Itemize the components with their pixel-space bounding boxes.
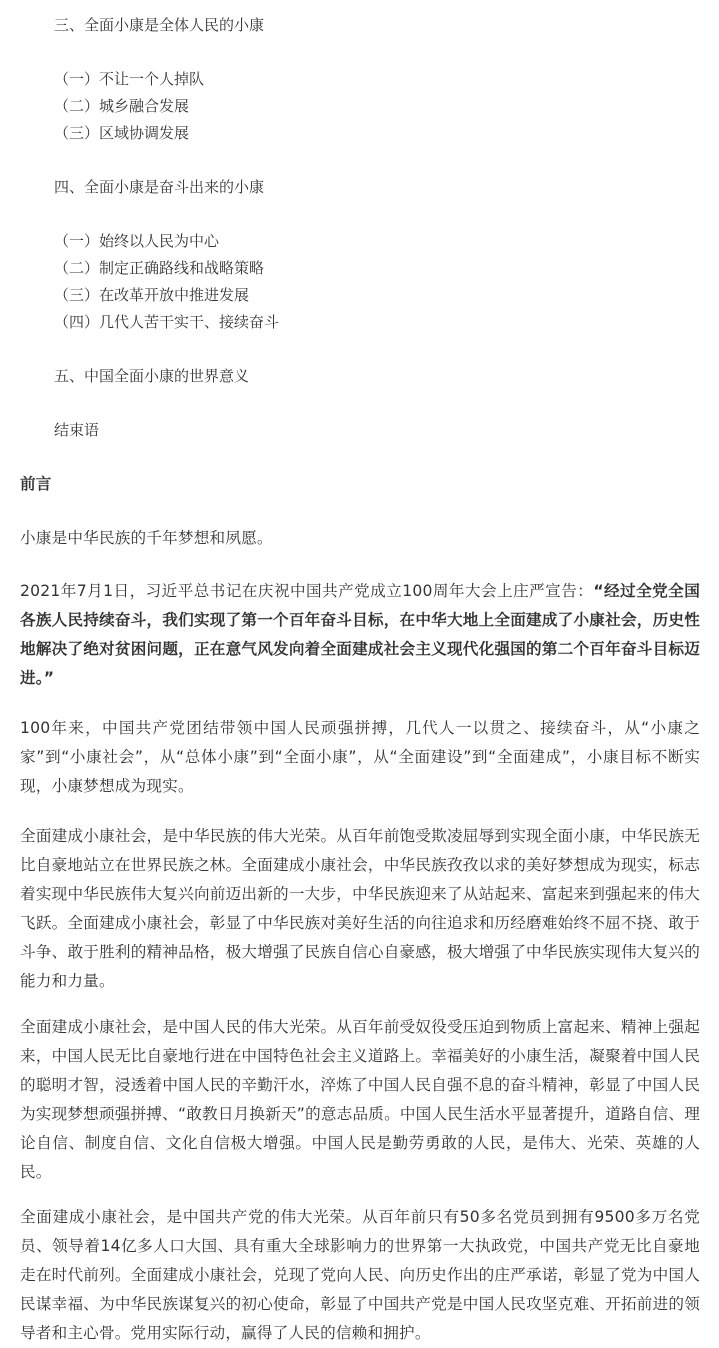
toc-item: （二）城乡融合发展 [54, 97, 190, 115]
toc-section-3: 三、全面小康是全体人民的小康 [54, 16, 265, 34]
paragraph: 全面建成小康社会，是中华民族的伟大光荣。从百年前饱受欺凌屈辱到实现全面小康，中华民族无比自豪地站立在世界民族之林。全面建成小康社会，中华民族孜孜以求的美好梦想成为现实，标志着实现中华民族伟大复兴向前迈出新的一大步，中华民族迎来了从站起来、富起来到强起来的伟大飞跃。全面建成小康社会，彰显了中华民族对美好生活的向往追求和历经磨难始终不屈不挠、敢于斗争、敢于胜利的精神品格，极大增强了民族自信心自豪感，极大增强了中华民族实现伟大复兴的能力和力量。 [20, 827, 700, 990]
paragraph-intro: 2021年7月1日，习近平总书记在庆祝中国共产党成立100周年大会上庄严宣告： [20, 582, 594, 600]
paragraph: 全面建成小康社会，是中国共产党的伟大光荣。从百年前只有50多名党员到拥有9500多万名党员、领导着14亿多人口大国、具有重大全球影响力的世界第一大执政党，中国共产党无比自豪地走在时代前列。全面建成小康社会，兑现了党向人民、向历史作出的庄严承诺，彰显了党为中国人民谋幸福、为中华民族谋复兴的初心使命，彰显了中国共产党是中国人民攻坚克难、开拓前进的领导者和主心骨。党用实际行动，赢得了人民的信赖和拥护。 [20, 1208, 700, 1342]
toc-item: （一）始终以人民为中心 [54, 232, 220, 250]
toc-item: （一）不让一个人掉队 [54, 70, 205, 88]
toc-item: （四）几代人苦干实干、接续奋斗 [54, 313, 280, 331]
toc-section-4: 四、全面小康是奋斗出来的小康 [54, 178, 265, 196]
toc-section-5: 五、中国全面小康的世界意义 [54, 367, 250, 385]
paragraph: 全面建成小康社会，是中国人民的伟大光荣。从百年前受奴役受压迫到物质上富起来、精神上强起来，中国人民无比自豪地行进在中国特色社会主义道路上。幸福美好的小康生活，凝聚着中国人民的聪明才智，浸透着中国人民的辛勤汗水，淬炼了中国人民自强不息的奋斗精神，彰显了中国人民为实现梦想顽强拼搏、“敢教日月换新天”的意志品质。中国人民生活水平显著提升，道路自信、理论自信、制度自信、文化自信极大增强。中国人民是勤劳勇敢的人民，是伟大、光荣、英雄的人民。 [20, 1018, 700, 1181]
toc-conclusion: 结束语 [54, 421, 100, 439]
bold-quote: “经过全党全国各族人民持续奋斗，我们实现了第一个百年奋斗目标，在中华大地上全面建成了小康社会，历史性地解决了绝对贫困问题，正在意气风发向着全面建成社会主义现代化强国的第二个百年奋斗目标迈进。” [20, 582, 701, 687]
preface-heading: 前言 [20, 475, 52, 493]
toc-item: （二）制定正确路线和战略策略 [54, 259, 265, 277]
toc-item: （三）在改革开放中推进发展 [54, 286, 250, 304]
paragraph-quote [20, 577, 700, 693]
paragraph: 小康是中华民族的千年梦想和夙愿。 [20, 529, 273, 547]
paragraph: 100年来，中国共产党团结带领中国人民顽强拼搏，几代人一以贯之、接续奋斗，从“小康之家”到“小康社会”，从“总体小康”到“全面小康”，从“全面建设”到“全面建成”，小康目标不断实现，小康梦想成为现实。 [20, 719, 700, 795]
toc-item: （三）区域协调发展 [54, 124, 190, 142]
